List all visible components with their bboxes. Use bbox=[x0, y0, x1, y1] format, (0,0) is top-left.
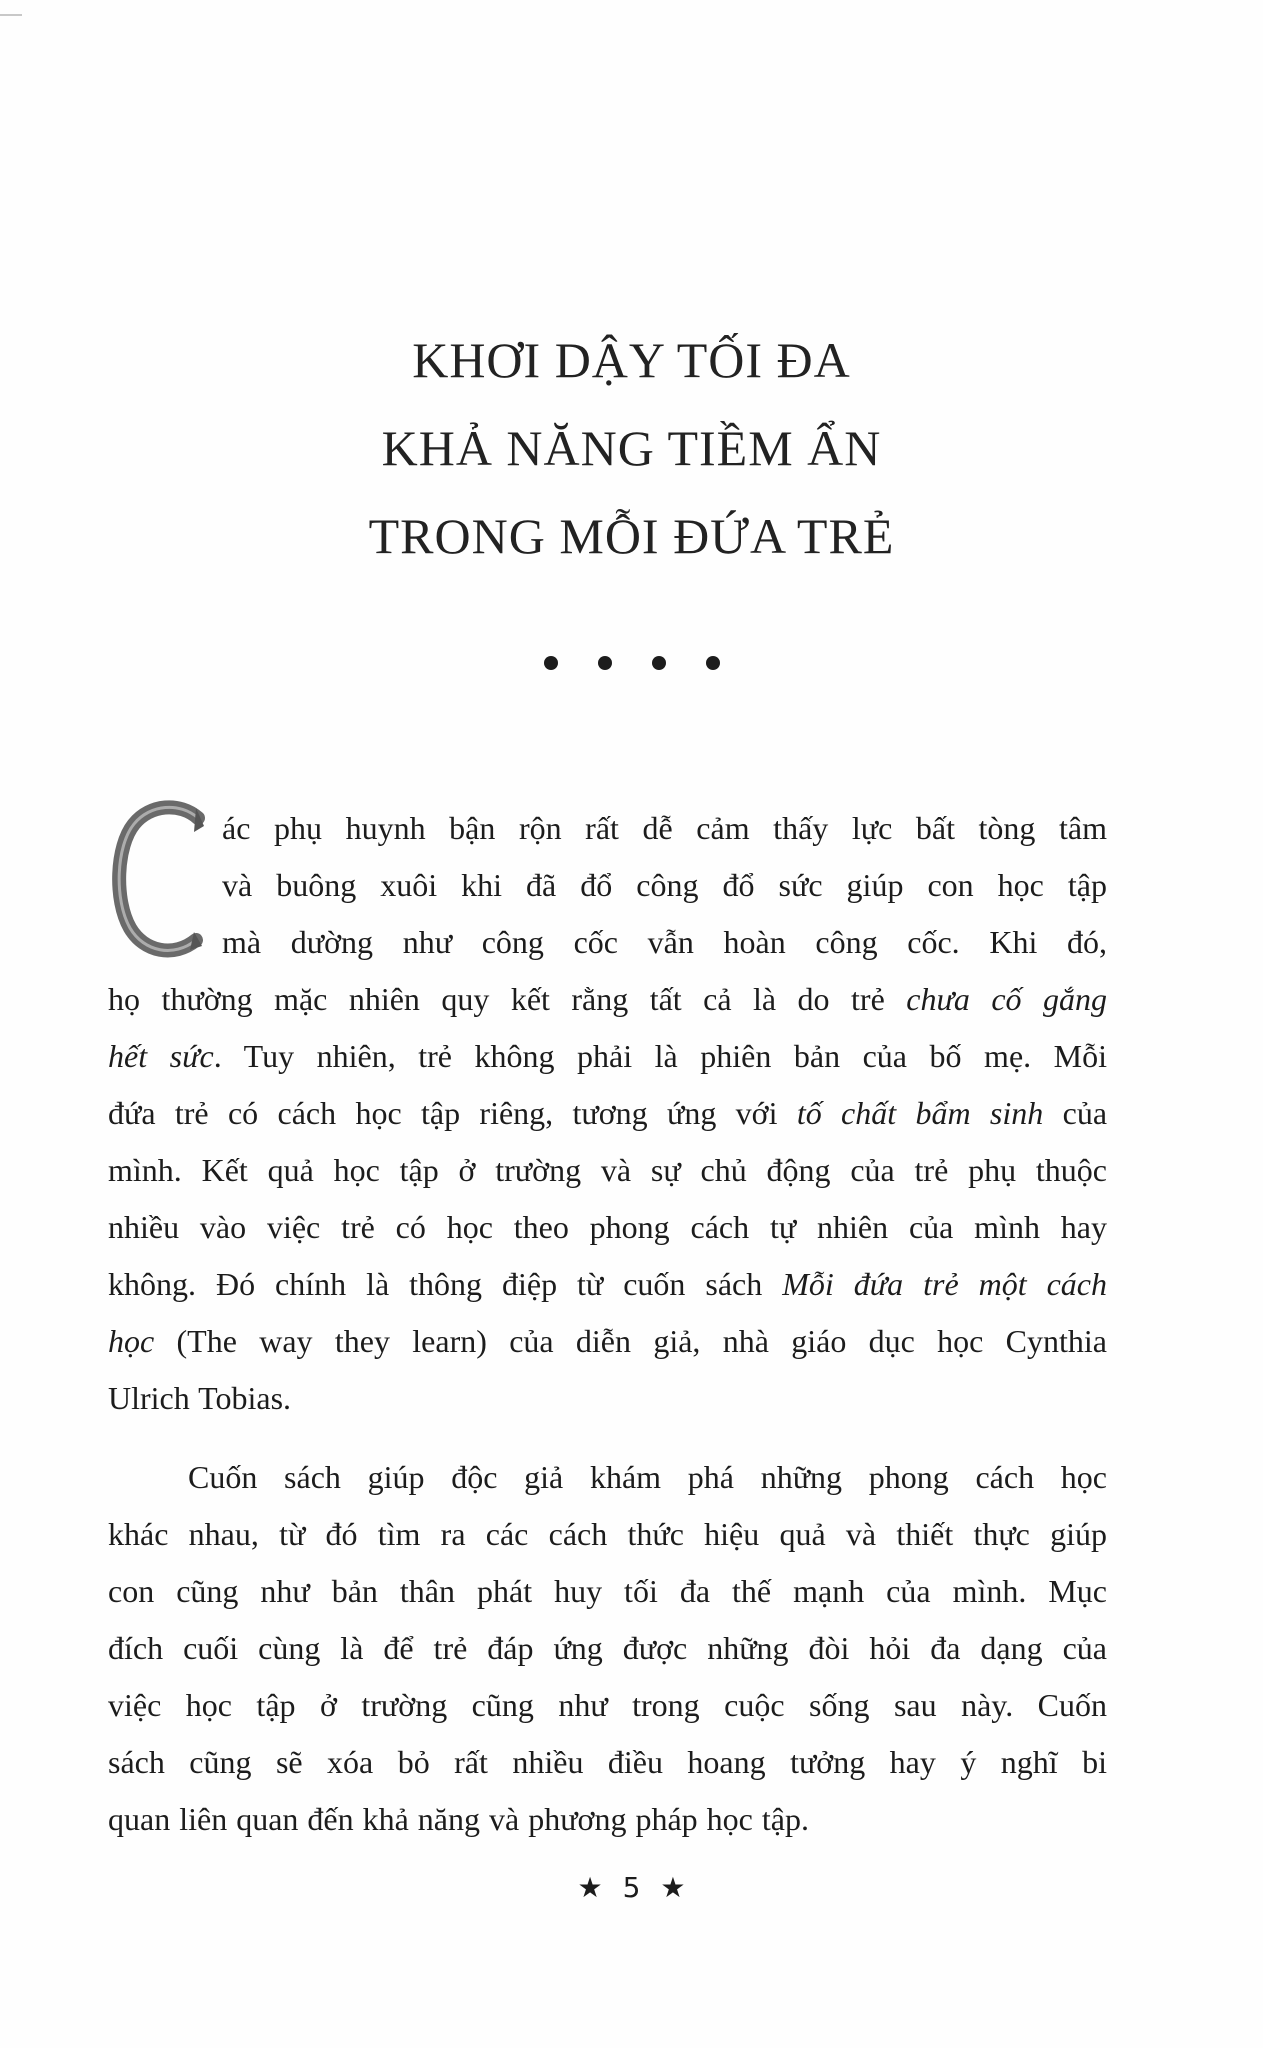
paragraph-2-line-4: đích cuối cùng là để trẻ đáp ứng được những đòi hỏi đa dạng của bbox=[108, 1630, 1107, 1666]
star-icon: ★ bbox=[577, 1871, 603, 1904]
star-icon: ★ bbox=[660, 1871, 686, 1904]
paragraph-2-line-5: việc học tập ở trường cũng như trong cuộc sống sau này. Cuốn bbox=[108, 1687, 1107, 1723]
paragraph-1-line-4 bbox=[108, 979, 1107, 1019]
italic-phrase: học bbox=[108, 1323, 155, 1359]
ornament-dot bbox=[706, 656, 720, 670]
paragraph-1-line-10 bbox=[108, 1321, 1107, 1361]
text-run: (The way they learn) của diễn giả, nhà giáo dục học Cynthia bbox=[154, 1323, 1107, 1359]
paragraph-1-line-2: và buông xuôi khi đã đổ công đổ sức giúp con học tập bbox=[222, 867, 1107, 903]
italic-phrase: chưa cố gắng bbox=[906, 981, 1108, 1017]
scan-edge-mark bbox=[0, 14, 22, 16]
italic-phrase: Mỗi đứa trẻ một cách bbox=[782, 1266, 1108, 1302]
paragraph-1-line-8: nhiều vào việc trẻ có học theo phong cách tự nhiên của mình hay bbox=[108, 1209, 1107, 1245]
text-run: của bbox=[1043, 1095, 1108, 1131]
text-run: họ thường mặc nhiên quy kết rằng tất cả là do trẻ bbox=[108, 981, 907, 1017]
ornament-dot bbox=[652, 656, 666, 670]
chapter-title-line-1: KHƠI DẬY TỐI ĐA bbox=[412, 332, 851, 388]
paragraph-2-line-2: khác nhau, từ đó tìm ra các cách thức hiệu quả và thiết thực giúp bbox=[108, 1516, 1107, 1552]
paragraph-1-line-5 bbox=[108, 1036, 1107, 1076]
paragraph-1-line-9 bbox=[108, 1264, 1107, 1304]
paragraph-1-line-3: mà dường như công cốc vẫn hoàn công cốc. Khi đó, bbox=[222, 924, 1107, 960]
italic-phrase: hết sức bbox=[108, 1038, 214, 1074]
drop-cap-c-icon bbox=[110, 800, 210, 960]
text-run: đứa trẻ có cách học tập riêng, tương ứng với bbox=[108, 1095, 797, 1131]
paragraph-1-line-7: mình. Kết quả học tập ở trường và sự chủ động của trẻ phụ thuộc bbox=[108, 1152, 1107, 1188]
paragraph-2-line-6: sách cũng sẽ xóa bỏ rất nhiều điều hoang tưởng hay ý nghĩ bi bbox=[108, 1744, 1107, 1780]
paragraph-2-line-7: quan liên quan đến khả năng và phương pháp học tập. bbox=[108, 1801, 809, 1837]
ornament-dot bbox=[544, 656, 558, 670]
paragraph-1-line-6 bbox=[108, 1093, 1107, 1133]
ornament-divider bbox=[0, 656, 1263, 670]
text-run: . Tuy nhiên, trẻ không phải là phiên bản của bố mẹ. Mỗi bbox=[213, 1038, 1108, 1074]
page-footer bbox=[0, 1872, 1263, 1904]
ornament-dot bbox=[598, 656, 612, 670]
italic-phrase: tố chất bẩm sinh bbox=[796, 1095, 1044, 1131]
paragraph-2-line-3: con cũng như bản thân phát huy tối đa thế mạnh của mình. Mục bbox=[108, 1573, 1107, 1609]
paragraph-2-line-1: Cuốn sách giúp độc giả khám phá những phong cách học bbox=[188, 1459, 1107, 1495]
page-number: 5 bbox=[622, 1871, 641, 1904]
chapter-title-line-2: KHẢ NĂNG TIỀM ẨN bbox=[381, 420, 882, 476]
text-run: không. Đó chính là thông điệp từ cuốn sách bbox=[108, 1266, 783, 1302]
chapter-title-line-3: TRONG MỖI ĐỨA TRẺ bbox=[368, 508, 895, 564]
paragraph-1-line-1: ác phụ huynh bận rộn rất dễ cảm thấy lực bất tòng tâm bbox=[222, 810, 1107, 846]
paragraph-1-line-11: Ulrich Tobias. bbox=[108, 1380, 292, 1416]
